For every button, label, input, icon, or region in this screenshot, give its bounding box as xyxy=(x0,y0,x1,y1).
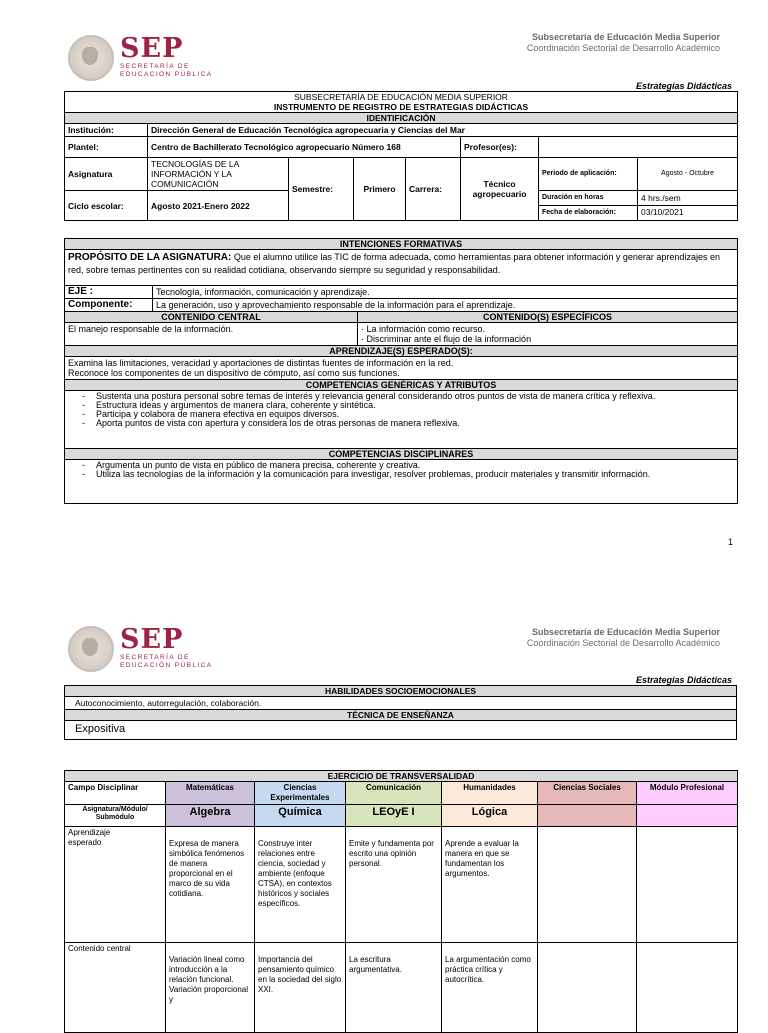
id-title1: SUBSECRETARÍA DE EDUCACIÓN MEDIA SUPERIOR xyxy=(65,92,738,103)
aprendizajes-label: APRENDIZAJE(S) ESPERADO(S): xyxy=(65,346,738,357)
asignatura-row-label: Asignatura/Módulo/ Submódulo xyxy=(65,805,166,827)
asignatura-ciencias: Química xyxy=(255,805,346,827)
asignatura-comunicacion: LEOyE I xyxy=(346,805,442,827)
contenido-comunicacion: La escritura argumentativa. xyxy=(346,943,442,1033)
contenido-central-value: El manejo responsable de la información. xyxy=(65,323,358,346)
ciclo-value: Agosto 2021-Enero 2022 xyxy=(148,191,289,221)
contenidos-especificos xyxy=(358,323,738,346)
semestre-value: Primero xyxy=(354,158,406,221)
aprendizaje-2: Reconoce los componentes de un dispositivo de cómputo, así como sus funciones. xyxy=(68,368,400,378)
disciplinar-item: - Argumenta un punto de vista en público de manera precisa, coherente y creativa. xyxy=(96,461,734,470)
disciplinares-list xyxy=(68,461,734,479)
sep-logo-text: SEP xyxy=(120,33,184,64)
proposito-label: PROPÓSITO DE LA ASIGNATURA: xyxy=(68,252,232,263)
header-campo: Campo Disciplinar xyxy=(65,782,166,805)
institucion-value: Dirección General de Educación Tecnológica agropecuaria y Ciencias del Mar xyxy=(148,124,738,137)
intenciones-title: INTENCIONES FORMATIVAS xyxy=(65,239,738,250)
especifico-2: · Discriminar ante el flujo de la información xyxy=(361,334,532,344)
aprendizaje-comunicacion: Emite y fundamenta por escrito una opinión personal. xyxy=(346,827,442,943)
header-right-page2 xyxy=(527,627,720,649)
aprendizaje-sociales xyxy=(538,827,637,943)
aprendizaje-humanidades: Aprende a evaluar la manera en que se fundamentan los argumentos. xyxy=(442,827,538,943)
generica-item: - Estructura ideas y argumentos de manera clara, coherente y sintética. xyxy=(96,401,734,410)
contenido-modulo xyxy=(637,943,738,1033)
asignatura-sociales xyxy=(538,805,637,827)
componente-label: Componente: xyxy=(65,299,153,312)
duracion-fecha-labels xyxy=(539,191,638,221)
header-matematicas: Matemáticas xyxy=(166,782,255,805)
proposito-text: Que el alumno utilice las TIC de forma adecuada, como herramientas para obtener información y generar aprendizajes en red, sobre temas pertinentes con su realidad cotidiana, observando siempre su seguridad y responsabilidad. xyxy=(68,252,720,275)
sep-logo-page2 xyxy=(68,626,212,672)
fecha-value: 03/10/2021 xyxy=(641,207,684,217)
header-ciencias-sociales: Ciencias Sociales xyxy=(538,782,637,805)
disciplinares-label: COMPETENCIAS DISCIPLINARES xyxy=(65,449,738,460)
generica-item: - Participa y colabora de manera efectiva en equipos diversos. xyxy=(96,410,734,419)
disciplinares-cell xyxy=(65,460,738,504)
page-number: 1 xyxy=(727,537,733,547)
semestre-label: Semestre: xyxy=(289,158,354,221)
doc-tag-page2: Estrategias Didácticas xyxy=(635,675,732,685)
contenido-central-label: CONTENIDO CENTRAL xyxy=(65,312,358,323)
identification-table xyxy=(64,91,738,221)
aprendizaje-matematicas: Expresa de manera simbólica fenómenos de manera proporcional en el marco de su vida cotidiana. xyxy=(166,827,255,943)
contenidos-especificos-label: CONTENIDO(S) ESPECÍFICOS xyxy=(358,312,738,323)
genericas-cell xyxy=(65,391,738,449)
plantel-value: Centro de Bachillerato Tecnológico agropecuario Número 168 xyxy=(148,137,461,158)
aprendizaje-ciencias: Construye inter relaciones entre ciencia, sociedad y ambiente (enfoque CTSA), en contextos históricos y sociales específicos. xyxy=(255,827,346,943)
sep-logo-sub1: SECRETARÍA DE xyxy=(120,63,190,70)
aprendizaje-1: Examina las limitaciones, veracidad y aportaciones de distintas fuentes de información en la red. xyxy=(68,358,454,368)
genericas-list xyxy=(68,392,734,428)
transversalidad-table xyxy=(64,770,738,1033)
eje-label: EJE : xyxy=(65,286,153,299)
profesor-label: Profesor(es): xyxy=(461,137,539,158)
transversalidad-title: EJERCICIO DE TRANSVERSALIDAD xyxy=(65,771,738,782)
mexico-seal-icon xyxy=(68,35,114,81)
header-humanidades: Humanidades xyxy=(442,782,538,805)
header-line1: Subsecretaría de Educación Media Superior xyxy=(531,627,720,637)
sep-logo-sub2: EDUCACIÓN PÚBLICA xyxy=(120,662,213,669)
aprendizaje-row-label: Aprendizaje esperado xyxy=(65,827,166,943)
plantel-label: Plantel: xyxy=(65,137,148,158)
contenido-matematicas: Variación lineal como introducción a la relación funcional. Variación proporcional y xyxy=(166,943,255,1033)
proposito-cell xyxy=(65,250,738,286)
aprendizaje-modulo xyxy=(637,827,738,943)
periodo-value: Agosto - Octubre xyxy=(638,158,738,191)
duracion-fecha-values xyxy=(638,191,738,221)
header-modulo-profesional: Módulo Profesional xyxy=(637,782,738,805)
contenido-row-label: Contenido central xyxy=(65,943,166,1033)
eje-value: Tecnología, información, comunicación y aprendizaje. xyxy=(153,286,738,299)
intenciones-table xyxy=(64,238,738,504)
sep-logo-sub2: EDUCACIÓN PÚBLICA xyxy=(120,71,213,78)
header-ciencias-experimentales: Ciencias Experimentales xyxy=(255,782,346,805)
ciclo-label: Ciclo escolar: xyxy=(65,191,148,221)
sep-logo xyxy=(68,35,212,81)
header-line1: Subsecretaría de Educación Media Superior xyxy=(531,32,720,42)
header-line2: Coordinación Sectorial de Desarrollo Académico xyxy=(526,43,720,53)
sep-logo-text: SEP xyxy=(120,624,184,655)
periodo-label: Periodo de aplicación: xyxy=(539,158,638,191)
asignatura-modulo xyxy=(637,805,738,827)
asignatura-value: TECNOLOGÍAS DE LA INFORMACIÓN Y LA COMUNICACIÓN xyxy=(148,158,289,191)
contenido-sociales xyxy=(538,943,637,1033)
institucion-label: Institución: xyxy=(65,124,148,137)
carrera-value: Técnico agropecuario xyxy=(461,158,539,221)
sep-logo-sub1: SECRETARÍA DE xyxy=(120,654,190,661)
header-right xyxy=(527,32,720,54)
contenido-ciencias: Importancia del pensamiento químico en la sociedad del siglo XXI. xyxy=(255,943,346,1033)
asignatura-label: Asignatura xyxy=(65,158,148,191)
id-title3: IDENTIFICACIÓN xyxy=(65,113,738,124)
carrera-label: Carrera: xyxy=(406,158,461,221)
disciplinar-item: - Utiliza las tecnologías de la información y la comunicación para investigar, resolver problemas, producir materiales y transmitir información. xyxy=(96,470,734,479)
doc-tag: Estrategias Didácticas xyxy=(635,81,732,91)
asignatura-humanidades: Lógica xyxy=(442,805,538,827)
header-comunicacion: Comunicación xyxy=(346,782,442,805)
duracion-value: 4 hrs./sem xyxy=(638,191,737,206)
mexico-seal-icon xyxy=(68,626,114,672)
aprendizajes-cell xyxy=(65,357,738,380)
asignatura-matematicas: Algebra xyxy=(166,805,255,827)
componente-value: La generación, uso y aprovechamiento responsable de la información para el aprendizaje. xyxy=(153,299,738,312)
tecnica-label: TÉCNICA DE ENSEÑANZA xyxy=(65,710,737,721)
id-title2: INSTRUMENTO DE REGISTRO DE ESTRATEGIAS DIDÁCTICAS xyxy=(65,102,738,113)
profesor-value xyxy=(539,137,738,158)
fecha-label: Fecha de elaboración: xyxy=(542,209,616,216)
contenido-humanidades: La argumentación como práctica crítica y autocrítica. xyxy=(442,943,538,1033)
genericas-label: COMPETENCIAS GENÉRICAS Y ATRIBUTOS xyxy=(65,380,738,391)
especifico-1: · La información como recurso. xyxy=(361,324,486,334)
habilidades-value: Autoconocimiento, autorregulación, colaboración. xyxy=(65,697,737,710)
habilidades-table xyxy=(64,685,737,740)
generica-item: - Aporta puntos de vista con apertura y considera los de otras personas de manera reflexiva. xyxy=(96,419,734,428)
duracion-label: Duración en horas xyxy=(539,191,637,206)
tecnica-value: Expositiva xyxy=(65,721,737,740)
header-line2: Coordinación Sectorial de Desarrollo Académico xyxy=(526,638,720,648)
habilidades-label: HABILIDADES SOCIOEMOCIONALES xyxy=(65,686,737,697)
generica-item: - Sustenta una postura personal sobre temas de interés y relevancia general considerando otros puntos de vista de manera crítica y reflexiva. xyxy=(96,392,734,401)
